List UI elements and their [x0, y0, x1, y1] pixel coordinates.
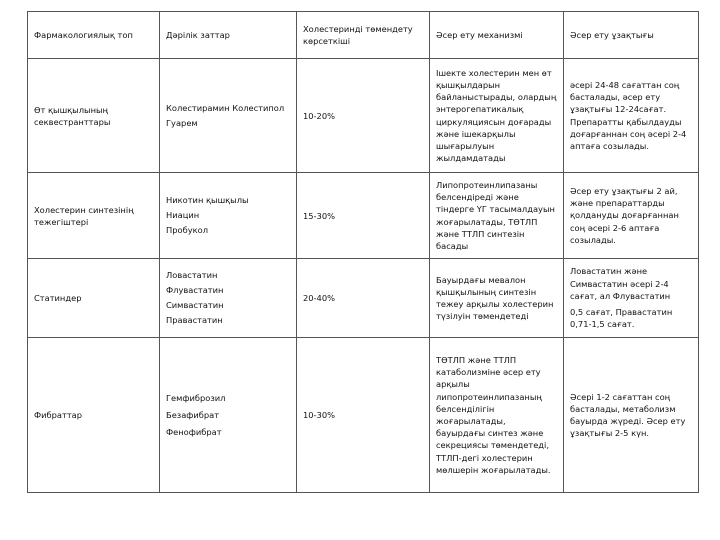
drug-name: Флувастатин: [166, 285, 224, 295]
mechanism-cell: Липопротеинлипазаны белсендіреді және тіндерге ҮГ тасымалдауын жоғарылатады, ТӨТЛП және ТТЛП синтезін басады: [430, 173, 564, 259]
group-cell: Фибраттар: [28, 338, 160, 493]
drug-name: Пробукол: [166, 225, 208, 235]
drug-name: Гемфиброзил: [166, 392, 226, 403]
duration-line: 0,5 сағат, Правастатин 0,71-1,5 сағат.: [570, 307, 673, 330]
pharmacology-table: [27, 11, 699, 493]
drug-name: Симвастатин: [166, 300, 224, 310]
header-drugs: Дәрілік заттар: [160, 12, 297, 59]
drug-name: Гуарем: [166, 117, 198, 128]
drug-name: Безафибрат: [166, 409, 220, 420]
table-row: [28, 338, 699, 493]
drug-name: Фенофибрат: [166, 426, 222, 437]
drugs-cell: [160, 338, 297, 493]
duration-cell: Әсері 1-2 сағаттан соң басталады, метаболизм бауырда жүреді. Әсер ету ұзақтығы 2-5 күн.: [564, 338, 699, 493]
table-row: [28, 173, 699, 259]
header-mechanism: Әсер ету механизмі: [430, 12, 564, 59]
header-group: Фармакологиялық топ: [28, 12, 160, 59]
drug-name: Ниацин: [166, 210, 200, 220]
group-cell: Өт қышқылының секвестранттары: [28, 59, 160, 173]
header-duration: Әсер ету ұзақтығы: [564, 12, 699, 59]
drug-name: Правастатин: [166, 315, 223, 325]
drugs-cell: [160, 173, 297, 259]
mechanism-cell: Ішекте холестерин мен өт қышқылдарын байланыстырады, олардың энтерогепатикалық циркуляциясын доғарады және ішекарқылы шығарылуын жылдамдатады: [430, 59, 564, 173]
drug-name: Ловастатин: [166, 270, 218, 280]
duration-cell: әсері 24-48 сағаттан соң басталады, әсер ету ұзақтығы 12-24сағат. Препаратты қабылдауды доғарғаннан соң әсері 2-4 аптаға созылады.: [564, 59, 699, 173]
duration-cell: [564, 259, 699, 338]
reduction-cell: 10-30%: [297, 338, 430, 493]
header-reduction: Холестеринді төмендету көрсеткіші: [297, 12, 430, 59]
duration-line: Ловастатин және Симвастатин әсері 2-4 сағат, ал Флувастатин: [570, 266, 671, 301]
drug-name: Колестирамин Колестипол: [166, 102, 285, 113]
duration-cell: Әсер ету ұзақтығы 2 ай, және препараттарды қолдануды доғарғаннан соң әсері 2-6 аптаға созылады.: [564, 173, 699, 259]
table-row: [28, 259, 699, 338]
reduction-cell: 20-40%: [297, 259, 430, 338]
group-cell: Холестерин синтезінің тежегіштері: [28, 173, 160, 259]
reduction-cell: 10-20%: [297, 59, 430, 173]
table-row: [28, 59, 699, 173]
group-cell: Статиндер: [28, 259, 160, 338]
mechanism-cell: Бауырдағы мевалон қышқылының синтезін тежеу арқылы холестерин түзілуін төмендетеді: [430, 259, 564, 338]
drug-name: Никотин қышқылы: [166, 195, 249, 205]
mechanism-cell: ТӨТЛП және ТТЛП катаболизміне әсер ету арқылы липопротеинлипазаның белсенділігін жоғарылатады, бауырдағы синтез және секрециясы төмендетеді, ТТЛП-дегі холестерин мөлшерін жоғарылатады.: [430, 338, 564, 493]
drugs-cell: [160, 259, 297, 338]
reduction-cell: 15-30%: [297, 173, 430, 259]
drugs-cell: [160, 59, 297, 173]
table-header-row: [28, 12, 699, 59]
pharmacology-table-sheet: [27, 11, 698, 495]
